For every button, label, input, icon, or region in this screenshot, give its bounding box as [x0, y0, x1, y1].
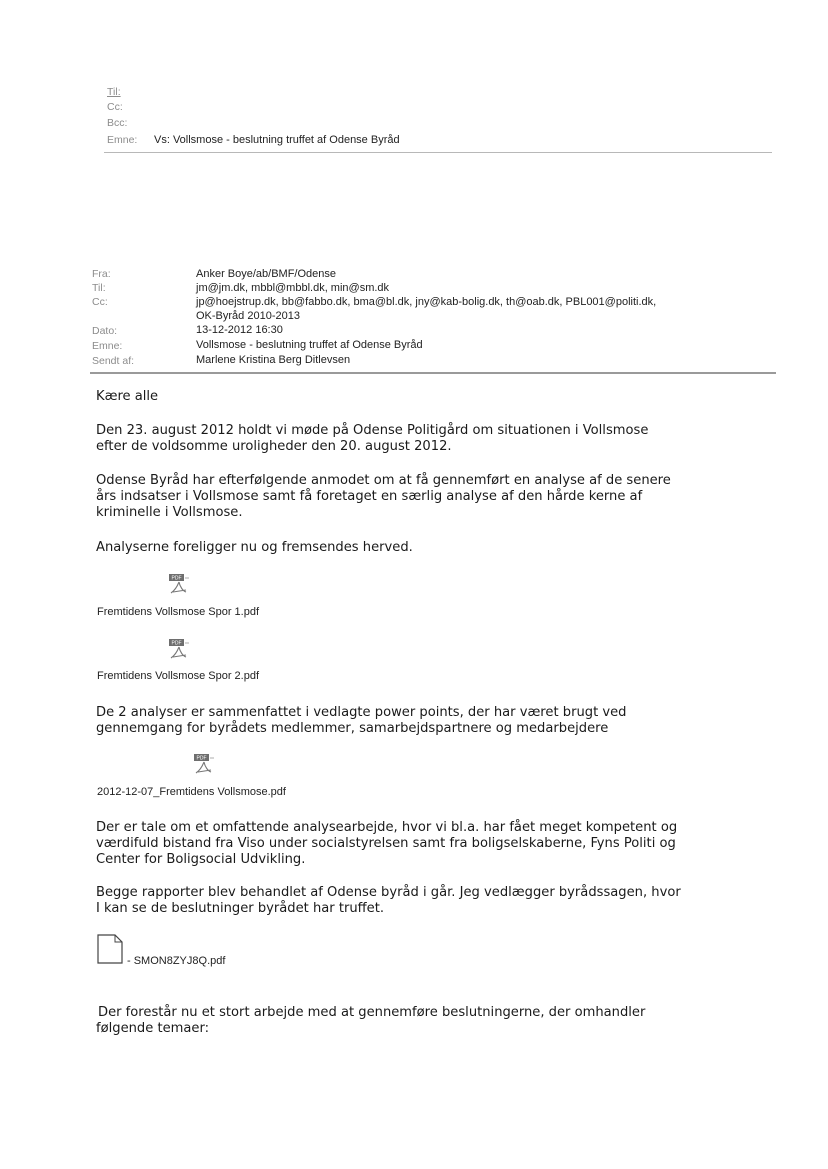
subject-meta-label: Emne: [92, 340, 123, 352]
attachment-2-name[interactable]: Fremtidens Vollsmose Spor 2.pdf [97, 670, 260, 682]
paragraph-5-line-3: Center for Boligsocial Udvikling. [96, 852, 306, 867]
paragraph-1-line-2: efter de voldsomme uroligheder den 20. august 2012. [96, 439, 452, 454]
greeting: Kære alle [96, 389, 159, 404]
paragraph-4-line-2: gennemgang for byrådets medlemmer, samarbejdspartnere og medarbejdere [96, 721, 609, 736]
date-value: 13-12-2012 16:30 [196, 324, 283, 336]
to-label: Til: [107, 86, 121, 98]
svg-text:PDF: PDF [171, 640, 182, 647]
file-attachment-4-icon-wrap[interactable] [97, 934, 123, 969]
paragraph-4 [96, 705, 746, 737]
pdf-attachment-1-icon-wrap[interactable] [168, 573, 190, 600]
paragraph-5-line-1: Der er tale om et omfattende analysearbejde, hvor vi bl.a. har fået meget kompetent og [96, 820, 678, 835]
paragraph-7-line-1: Der forestår nu et stort arbejde med at gennemføre beslutningerne, der omhandler [98, 1005, 646, 1020]
pdf-icon [168, 573, 190, 595]
subject-value: Vs: Vollsmose - beslutning truffet af Odense Byråd [154, 134, 400, 146]
paragraph-1 [96, 423, 746, 455]
to-meta-value: jm@jm.dk, mbbl@mbbl.dk, min@sm.dk [196, 282, 390, 294]
attachment-4-name[interactable]: - SMON8ZYJ8Q.pdf [127, 955, 226, 967]
paragraph-7-line-2: følgende temaer: [96, 1021, 210, 1036]
cc-label: Cc: [107, 101, 123, 113]
sent-by-label: Sendt af: [92, 355, 135, 367]
paragraph-5 [96, 820, 746, 868]
file-icon [97, 934, 123, 964]
cc-meta-value-line1: jp@hoejstrup.dk, bb@fabbo.dk, bma@bl.dk, jny@kab-bolig.dk, th@oab.dk, PBL001@politi.dk, [196, 296, 657, 308]
pdf-attachment-2-icon-wrap[interactable] [168, 638, 190, 665]
header-divider [104, 152, 772, 153]
paragraph-4-line-1: De 2 analyser er sammenfattet i vedlagte power points, der har været brugt ved [96, 705, 627, 720]
cc-meta-label: Cc: [92, 296, 108, 308]
paragraph-1-line-1: Den 23. august 2012 holdt vi møde på Odense Politigård om situationen i Vollsmose [96, 423, 649, 438]
paragraph-7 [98, 1005, 748, 1037]
subject-label: Emne: [107, 134, 138, 146]
to-meta-label: Til: [92, 282, 106, 294]
sent-by-value: Marlene Kristina Berg Ditlevsen [196, 354, 351, 366]
paragraph-2-line-2: års indsatser i Vollsmose samt få foretaget en særlig analyse af den hårde kerne af [96, 489, 643, 504]
attachment-1-name[interactable]: Fremtidens Vollsmose Spor 1.pdf [97, 606, 260, 618]
pdf-icon [193, 753, 215, 775]
paragraph-2-line-1: Odense Byråd har efterfølgende anmodet om at få gennemført en analyse af de senere [96, 473, 671, 488]
svg-text:PDF: PDF [171, 575, 182, 582]
paragraph-6-line-2: I kan se de beslutninger byrådet har truffet. [96, 901, 385, 916]
from-label: Fra: [92, 268, 111, 280]
meta-divider [90, 372, 776, 374]
paragraph-6-line-1: Begge rapporter blev behandlet af Odense byråd i går. Jeg vedlægger byrådssagen, hvor [96, 885, 681, 900]
subject-meta-value: Vollsmose - beslutning truffet af Odense Byråd [196, 339, 423, 351]
attachment-3-name[interactable]: 2012-12-07_Fremtidens Vollsmose.pdf [97, 786, 286, 798]
bcc-label: Bcc: [107, 117, 128, 129]
paragraph-2-line-3: kriminelle i Vollsmose. [96, 505, 243, 520]
date-label: Dato: [92, 325, 118, 337]
paragraph-2 [96, 473, 746, 521]
pdf-icon [168, 638, 190, 660]
svg-text:PDF: PDF [196, 755, 207, 762]
pdf-attachment-3-icon-wrap[interactable] [193, 753, 215, 780]
paragraph-6 [96, 885, 746, 917]
paragraph-3: Analyserne foreligger nu og fremsendes herved. [96, 540, 413, 555]
cc-meta-value-line2: OK-Byråd 2010-2013 [196, 310, 300, 322]
paragraph-5-line-2: værdifuld bistand fra Viso under socialstyrelsen samt fra boligselskaberne, Fyns Politi og [96, 836, 676, 851]
from-value: Anker Boye/ab/BMF/Odense [196, 268, 337, 280]
